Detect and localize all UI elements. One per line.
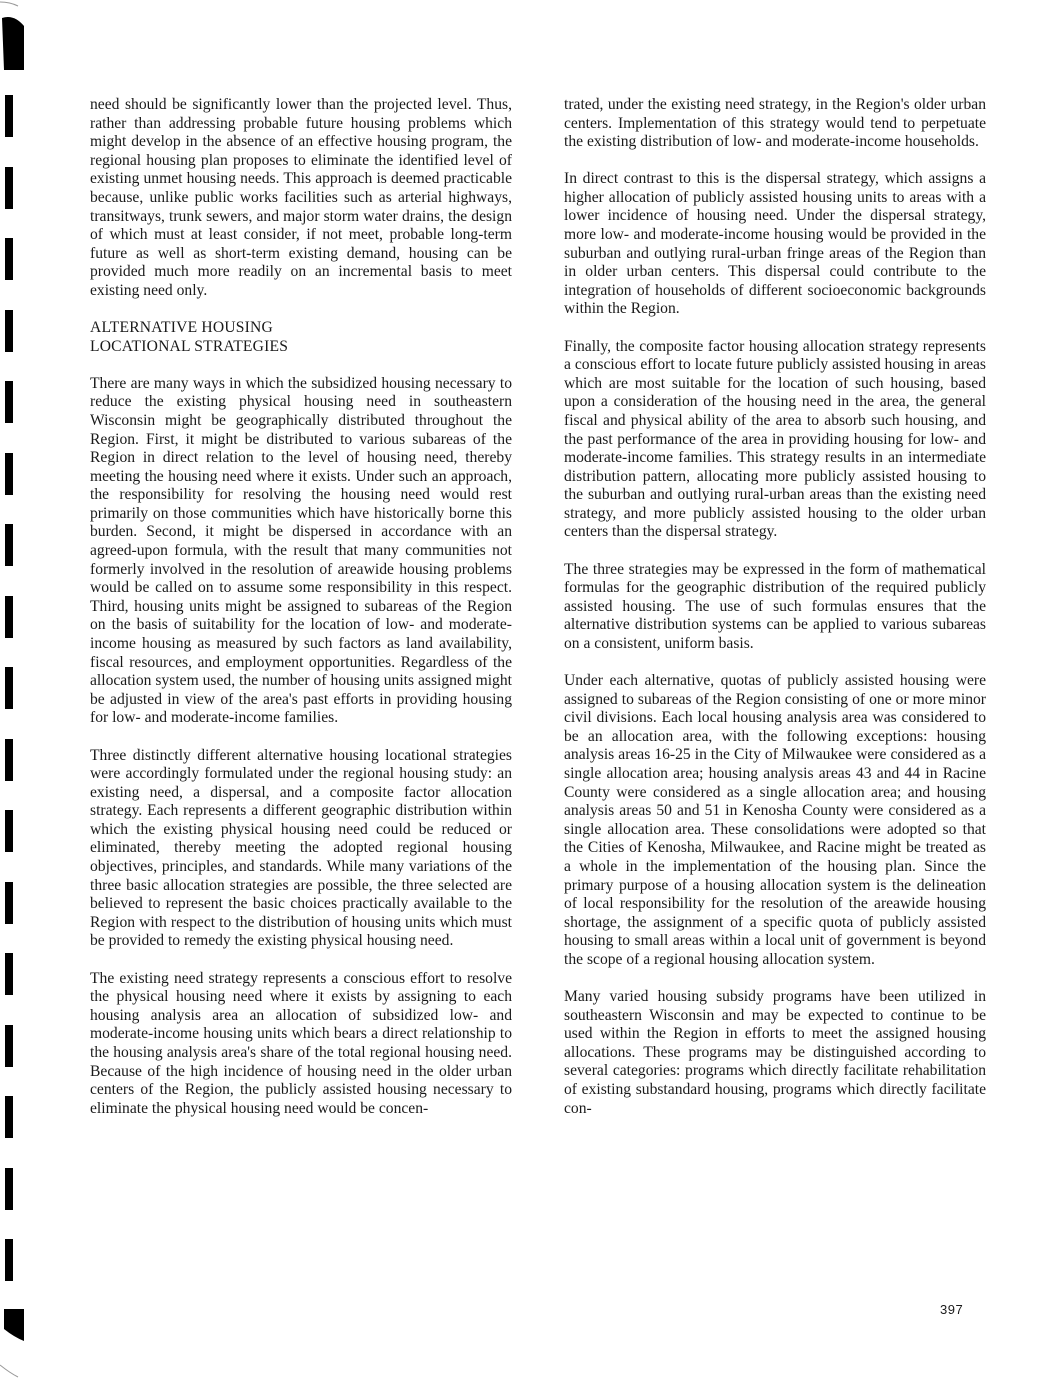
binding-bar bbox=[5, 167, 13, 209]
binding-bar bbox=[5, 953, 13, 995]
binding-bar bbox=[5, 238, 13, 280]
paragraph: There are many ways in which the subsidized housing necessary to reduce the existing physical housing need in southeastern Wisconsin might be geographically distributed throughout the Region. First, it might be distributed to various subareas of the Region in direct relation to the level of housing need, thereby meeting the housing need where it exists. Under such an approach, the responsibility for resolving the housing need would rest primarily on those communities which have historically borne this burden. Second, it might be dispersed in accordance with an agreed-upon formula, with the result that many communities not formerly involved in the resolution of areawide housing problems would be called on to assume some responsibility in this respect. Third, housing units might be assigned to subareas of the Region on the basis of suitability for the location of low- and moderate-income housing as measured by such factors as land availability, fiscal resources, and employment opportunities. Regardless of the allocation system used, the number of housing units assigned might be adjusted in view of the area's past efforts in providing housing for low- and moderate-income families. bbox=[90, 374, 512, 727]
paragraph: Many varied housing subsidy programs have been utilized in southeastern Wisconsin and may be expected to continue to be used within the Region in efforts to meet the assigned housing allocations. These programs may be distinguished according to several categories: programs which directly facilitate rehabilitation of existing substandard housing, programs which directly facilitate con- bbox=[564, 988, 986, 1117]
binding-bar bbox=[5, 310, 13, 352]
corner-mark-bottom-icon bbox=[0, 1305, 30, 1380]
binding-bar bbox=[5, 1025, 13, 1067]
paragraph: Finally, the composite factor housing allocation strategy represents a conscious effort to locate future publicly assisted housing in areas which are most suitable for the location of such housing, based upon a consideration of the housing need in the area, the general fiscal and physical ability of the area to absorb such housing, and the past performance of the area in providing housing for low- and moderate-income families. This strategy results in an intermediate distribution pattern, allocating more publicly assisted housing to the suburban and outlying rural-urban areas than the existing need strategy, and more publicly assisted housing to the older urban centers than the dispersal strategy. bbox=[564, 337, 986, 541]
right-column bbox=[564, 96, 986, 1137]
paragraph: Under each alternative, quotas of publicly assisted housing were assigned to subareas of the Region consisting of one or more minor civil divisions. Each local housing analysis area was considered to be an allocation area, with the following exceptions: housing analysis areas 16-25 in the City of Milwaukee were considered as a single allocation area; housing analysis areas 43 and 44 in Racine County were considered as a single allocation area; and housing analysis areas 50 and 51 in Kenosha County were considered as a single allocation area. These consolidations were adopted so that the Cities of Kenosha, Milwaukee, and Racine might be treated as a whole in the implementation of the housing plan. Since the primary purpose of a housing allocation system is the delineation of local responsibility for the resolution of the areawide housing shortage, the assignment of a specific quota of publicly assisted housing to small areas within a local unit of government is beyond the scope of a regional housing allocation system. bbox=[564, 672, 986, 968]
binding-bar bbox=[5, 95, 13, 137]
paragraph: need should be significantly lower than the projected level. Thus, rather than addressing probable future housing problems which might develop in the absence of an effective housing program, the regional housing plan proposes to eliminate the identified level of existing unmet housing needs. This approach is deemed practicable because, unlike public works facilities such as arterial highways, transitways, trunk sewers, and major storm water drains, the design of which must at least consider, if not meet, probable long-term future as well as short-term existing demand, housing can be provided much more readily on an incremental basis to meet existing need only. bbox=[90, 96, 512, 299]
binding-bar bbox=[5, 1168, 13, 1210]
paragraph: Three distinctly different alternative housing locational strategies were accordingly formulated under the regional housing study: an existing need, a dispersal, and a composite factor allocation strategy. Each represents a different geographic distribution within which the existing physical housing need could be reduced or eliminated, thereby meeting the adopted regional housing objectives, principles, and standards. While many variations of the three basic allocation strategies are possible, the three selected are believed to represent the basic choices practically available to the Region with respect to the distribution of housing units which must be provided to remedy the existing physical housing need. bbox=[90, 746, 512, 950]
left-column bbox=[90, 96, 512, 1137]
binding-bar bbox=[5, 1096, 13, 1138]
page-number: 397 bbox=[940, 1302, 964, 1317]
paragraph: The existing need strategy represents a conscious effort to resolve the physical housing need where it exists by assigning to each housing analysis area an allocation of subsidized low- and moderate-income housing units which bears a direct relationship to the housing analysis area's share of the total regional housing need. Because of the high incidence of housing need in the older urban centers of the Region, the publicly assisted housing necessary to eliminate the physical housing need would be concen- bbox=[90, 969, 512, 1117]
binding-bar bbox=[5, 453, 13, 495]
section-heading-line: LOCATIONAL STRATEGIES bbox=[90, 337, 289, 355]
binding-bar bbox=[5, 810, 13, 852]
binding-bar bbox=[5, 882, 13, 924]
paragraph: trated, under the existing need strategy, in the Region's older urban centers. Implementation of this strategy would tend to perpetuate the existing distribution of low- and moderate-income households. bbox=[564, 96, 986, 151]
binding-bar bbox=[5, 667, 13, 709]
paragraph: The three strategies may be expressed in the form of mathematical formulas for the geographic distribution of the required publicly assisted housing. The use of such formulas ensures that the alternative distribution systems can be applied to various subareas on a consistent, uniform basis. bbox=[564, 560, 986, 652]
paragraph: In direct contrast to this is the dispersal strategy, which assigns a higher allocation of publicly assisted housing units to areas with a lower incidence of housing need. Under the dispersal strategy, more low- and moderate-income housing would be provided in the suburban and outlying rural-urban fringe areas of the Region than in older urban centers. This dispersal could contribute to the integration of households of different socioeconomic backgrounds within the Region. bbox=[564, 170, 986, 318]
binding-bar bbox=[5, 524, 13, 566]
binding-bar bbox=[5, 1239, 13, 1281]
binding-bar bbox=[5, 381, 13, 423]
corner-mark-top-icon bbox=[0, 0, 30, 75]
binding-bar bbox=[5, 739, 13, 781]
section-heading-line: ALTERNATIVE HOUSING bbox=[90, 319, 273, 337]
section-heading bbox=[90, 319, 512, 356]
binding-bar bbox=[5, 596, 13, 638]
